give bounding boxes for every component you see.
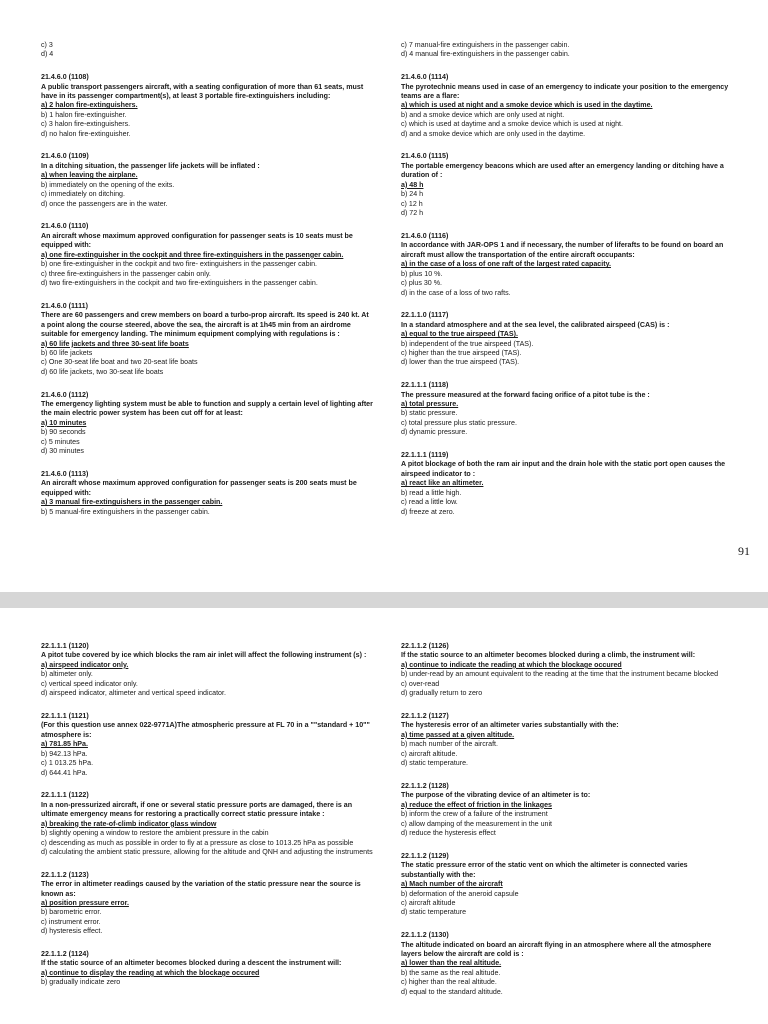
correct-answer: a) lower than the real altitude. <box>401 959 502 968</box>
question-number: 21.4.6.0 (1115) <box>401 152 449 161</box>
correct-answer: a) total pressure. <box>401 399 459 408</box>
question-text: There are 60 passengers and crew members on board a turbo-prop aircraft. Its speed is 240 kt. At a point along the course steered, above the sea, the aircraft is at 1h45 min from an airdrome suitable for emergency landing. The minimum equipment complying with regulations is : <box>41 311 369 339</box>
question-block <box>41 391 373 457</box>
correct-answer: a) react like an altimeter. <box>401 479 484 488</box>
question-text: The hysteresis error of an altimeter varies substantially with the: <box>401 721 619 730</box>
question-number: 22.1.1.2 (1129) <box>401 851 449 860</box>
question-text: The static pressure error of the static vent on which the altimeter is connected varies substantially with the: <box>401 861 688 879</box>
question-text: In a ditching situation, the passenger life jackets will be inflated : <box>41 161 260 170</box>
question-text: The purpose of the vibrating device of an altimeter is to: <box>401 791 591 800</box>
answer-option: c) immediately on ditching. <box>41 190 125 199</box>
question-block <box>401 381 731 438</box>
answer-line: c) 3 <box>41 41 53 49</box>
answer-option: d) calculating the ambient static pressure, allowing for the altitude and QNH and adjusting the instruments <box>41 847 373 856</box>
answer-option: d) static temperature <box>401 908 467 917</box>
question-block <box>41 950 373 988</box>
answer-option: b) barometric error. <box>41 908 102 917</box>
answer-option: d) and a smoke device which are only used in the daytime. <box>401 129 586 138</box>
answer-option: d) reduce the hysteresis effect <box>401 829 496 838</box>
answer-option: c) total pressure plus static pressure. <box>401 418 517 427</box>
question-block <box>41 712 373 778</box>
question-text: The pyrotechnic means used in case of an emergency to indicate your position to the emergency teams are a flare: <box>401 82 729 100</box>
answer-option: b) and a smoke device which are only used at night. <box>401 110 565 119</box>
question-number: 21.4.6.0 (1114) <box>401 73 449 82</box>
question-text: The portable emergency beacons which are used after an emergency landing or ditching have a duration of : <box>401 161 724 180</box>
answer-option: b) 24 h <box>401 190 424 199</box>
answer-option: c) One 30-seat life boat and two 20-seat life boats <box>41 358 198 367</box>
question-list <box>41 73 373 517</box>
question-text: The error in altimeter readings caused by the variation of the static pressure near the source is known as: <box>41 880 361 898</box>
question-number: 21.4.6.0 (1113) <box>41 469 89 478</box>
answer-option: c) 3 halon fire-extinguishers. <box>41 120 131 129</box>
question-number: 22.1.1.2 (1126) <box>401 642 449 650</box>
answer-option: d) airspeed indicator, altimeter and vertical speed indicator. <box>41 689 226 698</box>
answer-option: b) under-read by an amount equivalent to the reading at the time that the instrument became blocked <box>401 670 719 679</box>
answer-option: d) equal to the standard altitude. <box>401 987 503 996</box>
answer-line: d) 4 manual fire-extinguishers in the passenger cabin. <box>401 50 570 59</box>
question-text: A pitot tube covered by ice which blocks the ram air inlet will affect the following instrument (s) : <box>41 651 367 660</box>
answer-option: b) one fire-extinguisher in the cockpit and two fire- extinguishers in the passenger cabin. <box>41 260 318 269</box>
answer-option: d) 644.41 hPa. <box>41 768 88 777</box>
correct-answer: a) Mach number of the aircraft <box>401 880 503 889</box>
answer-option: b) slightly opening a window to restore the ambient pressure in the cabin <box>41 829 269 838</box>
continued-answers <box>41 41 373 60</box>
answer-option: c) read a little low. <box>401 498 458 507</box>
question-block <box>401 152 731 218</box>
document-page-next <box>0 608 768 1024</box>
question-number: 22.1.1.1 (1119) <box>401 450 449 459</box>
answer-option: c) higher than the real altitude. <box>401 978 497 987</box>
question-block <box>41 791 373 857</box>
question-text: A pitot blockage of both the ram air input and the drain hole with the static port open causes the airspeed indicator to : <box>401 460 726 478</box>
answer-option: c) over-read <box>401 679 440 688</box>
answer-line: d) 4 <box>41 50 54 59</box>
question-block <box>41 642 373 699</box>
correct-answer: a) 60 life jackets and three 30-seat life boats <box>41 339 189 348</box>
question-text: In a standard atmosphere and at the sea level, the calibrated airspeed (CAS) is : <box>401 320 670 329</box>
correct-answer: a) in the case of a loss of one raft of the largest rated capacity. <box>401 260 611 269</box>
correct-answer: a) reduce the effect of friction in the linkages <box>401 800 552 809</box>
question-number: 22.1.1.1 (1122) <box>41 791 89 800</box>
answer-option: d) lower than the true airspeed (TAS). <box>401 358 520 367</box>
right-column <box>401 41 731 530</box>
question-number: 21.4.6.0 (1112) <box>41 390 89 399</box>
answer-option: b) altimeter only. <box>41 670 93 679</box>
question-number: 22.1.1.2 (1127) <box>401 711 449 720</box>
answer-option: b) the same as the real altitude. <box>401 968 501 977</box>
question-block <box>41 152 373 209</box>
question-number: 21.4.6.0 (1109) <box>41 152 89 161</box>
answer-option: c) vertical speed indicator only. <box>41 679 138 688</box>
question-block <box>401 931 731 997</box>
correct-answer: a) continue to indicate the reading at which the blockage occured <box>401 660 622 669</box>
question-list <box>41 642 373 988</box>
answer-option: b) plus 10 %. <box>401 269 443 278</box>
answer-option: d) once the passengers are in the water. <box>41 199 168 208</box>
question-list <box>401 642 731 997</box>
question-number: 21.4.6.0 (1108) <box>41 73 89 82</box>
answer-option: c) descending as much as possible in order to fly at a pressure as close to 1013.25 hPa as possible <box>41 838 354 847</box>
question-block <box>401 782 731 839</box>
question-text: If the static source to an altimeter becomes blocked during a climb, the instrument will: <box>401 651 696 660</box>
question-number: 22.1.1.2 (1124) <box>41 949 89 958</box>
answer-option: c) aircraft altitude <box>401 898 456 907</box>
question-block <box>401 232 731 298</box>
correct-answer: a) position pressure error. <box>41 898 129 907</box>
answer-option: d) 72 h <box>401 209 424 218</box>
question-block <box>41 73 373 139</box>
answer-option: d) two fire-extinguishers in the cockpit and two fire-extinguishers in the passenger cabin. <box>41 279 318 288</box>
answer-option: d) no halon fire-extinguisher. <box>41 129 131 138</box>
answer-option: b) mach number of the aircraft. <box>401 740 498 749</box>
correct-answer: a) 48 h <box>401 180 424 189</box>
question-text: The pressure measured at the forward facing orifice of a pitot tube is the : <box>401 390 650 399</box>
correct-answer: a) airspeed indicator only. <box>41 660 129 669</box>
answer-option: d) gradually return to zero <box>401 689 483 698</box>
answer-option: c) instrument error. <box>41 917 101 926</box>
continued-answers <box>401 41 731 60</box>
answer-option: b) 5 manual-fire extinguishers in the passenger cabin. <box>41 507 210 516</box>
answer-option: b) 1 halon fire-extinguisher. <box>41 110 127 119</box>
answer-option: c) aircraft altitude. <box>401 749 458 758</box>
answer-option: d) hysteresis effect. <box>41 927 103 936</box>
correct-answer: a) one fire-extinguisher in the cockpit and three fire-extinguishers in the passenger cabin. <box>41 250 344 259</box>
question-number: 22.1.1.0 (1117) <box>401 311 449 320</box>
answer-option: d) in the case of a loss of two rafts. <box>401 288 511 297</box>
correct-answer: a) breaking the rate-of-climb indicator glass window <box>41 819 217 828</box>
question-block <box>401 73 731 139</box>
answer-option: c) plus 30 %. <box>401 279 443 288</box>
question-number: 21.4.6.0 (1116) <box>401 231 449 240</box>
question-text: The emergency lighting system must be able to function and supply a certain level of lighting after the main electric power system has been cut off for at least: <box>41 399 373 418</box>
question-block <box>401 712 731 769</box>
question-block <box>401 311 731 368</box>
question-block <box>41 222 373 288</box>
correct-answer: a) 781.85 hPa. <box>41 740 88 749</box>
question-number: 21.4.6.0 (1110) <box>41 222 89 231</box>
answer-option: b) static pressure. <box>401 409 458 418</box>
question-list <box>401 73 731 517</box>
correct-answer: a) 3 manual fire-extinguishers in the passenger cabin. <box>41 498 223 507</box>
right-column <box>401 642 731 1010</box>
correct-answer: a) continue to display the reading at which the blockage occured <box>41 968 260 977</box>
answer-option: c) allow damping of the measurement in the unit <box>401 819 553 828</box>
question-text: In accordance with JAR-OPS 1 and if necessary, the number of liferafts to be found on board an aircraft must allow the transportation of the entire aircraft occupants: <box>401 241 724 259</box>
correct-answer: a) when leaving the airplane. <box>41 171 138 180</box>
question-text: An aircraft whose maximum approved configuration for passenger seats is 200 seats must be equipped with: <box>41 479 357 497</box>
page-number: 91 <box>738 544 750 558</box>
answer-option: b) immediately on the opening of the exits. <box>41 180 175 189</box>
correct-answer: a) 2 halon fire-extinguishers. <box>41 101 138 110</box>
correct-answer: a) 10 minutes <box>41 418 87 427</box>
question-text: (For this question use annex 022-9771A)The atmospheric pressure at FL 70 in a ""standard + 10"" atmosphere is: <box>41 721 370 739</box>
answer-option: b) 942.13 hPa. <box>41 749 88 758</box>
question-number: 21.4.6.0 (1111) <box>41 301 88 310</box>
answer-option: c) 12 h <box>401 199 423 208</box>
correct-answer: a) time passed at a given altitude. <box>401 730 515 739</box>
question-number: 22.1.1.1 (1120) <box>41 642 89 650</box>
answer-option: c) 5 minutes <box>41 437 80 446</box>
answer-option: c) three fire-extinguishers in the passenger cabin only. <box>41 269 211 278</box>
answer-option: d) 30 minutes <box>41 447 84 456</box>
answer-option: c) which is used at daytime and a smoke device which is used at night. <box>401 120 623 129</box>
answer-line: c) 7 manual-fire extinguishers in the passenger cabin. <box>401 41 570 49</box>
question-block <box>41 470 373 517</box>
answer-option: b) inform the crew of a failure of the instrument <box>401 810 548 819</box>
answer-option: d) freeze at zero. <box>401 507 455 516</box>
answer-option: c) 1 013.25 hPa. <box>41 759 94 768</box>
correct-answer: a) which is used at night and a smoke device which is used in the daytime. <box>401 101 653 110</box>
question-number: 22.1.1.2 (1130) <box>401 931 449 940</box>
question-block <box>401 642 731 699</box>
question-text: The altitude indicated on board an aircraft flying in an atmosphere where all the atmosphere layers below the aircraft are cold is : <box>401 940 712 958</box>
correct-answer: a) equal to the true airspeed (TAS). <box>401 330 518 339</box>
question-number: 22.1.1.2 (1123) <box>41 870 89 879</box>
question-text: If the static source of an altimeter becomes blocked during a descent the instrument will: <box>41 959 342 968</box>
question-number: 22.1.1.2 (1128) <box>401 781 449 790</box>
question-block <box>41 871 373 937</box>
answer-option: b) deformation of the aneroid capsule <box>401 889 519 898</box>
question-block <box>41 302 373 378</box>
question-number: 22.1.1.1 (1118) <box>401 381 449 390</box>
answer-option: d) 60 life jackets, two 30-seat life boats <box>41 367 164 376</box>
left-column <box>41 41 373 530</box>
page-separator <box>0 592 768 608</box>
question-text: A public transport passengers aircraft, with a seating configuration of more than 61 seats, must have in its passenger compartment(s), at least 3 portable fire-extinguishers including: <box>41 82 364 100</box>
question-text: An aircraft whose maximum approved configuration for passenger seats is 10 seats must be equipped with: <box>41 231 353 250</box>
answer-option: d) dynamic pressure. <box>401 428 468 437</box>
answer-option: b) 90 seconds <box>41 428 86 437</box>
answer-option: b) 60 life jackets <box>41 348 93 357</box>
answer-option: b) gradually indicate zero <box>41 978 121 987</box>
answer-option: b) read a little high. <box>401 488 462 497</box>
answer-option: d) static temperature. <box>401 759 469 768</box>
question-text: In a non-pressurized aircraft, if one or several static pressure ports are damaged, there is an ultimate emergency means for restoring a practically correct static pressure intake : <box>41 800 353 819</box>
answer-option: b) independent of the true airspeed (TAS). <box>401 339 534 348</box>
question-block <box>401 852 731 918</box>
question-block <box>401 451 731 517</box>
question-number: 22.1.1.1 (1121) <box>41 711 89 720</box>
answer-option: c) higher than the true airspeed (TAS). <box>401 348 522 357</box>
left-column <box>41 642 373 1001</box>
